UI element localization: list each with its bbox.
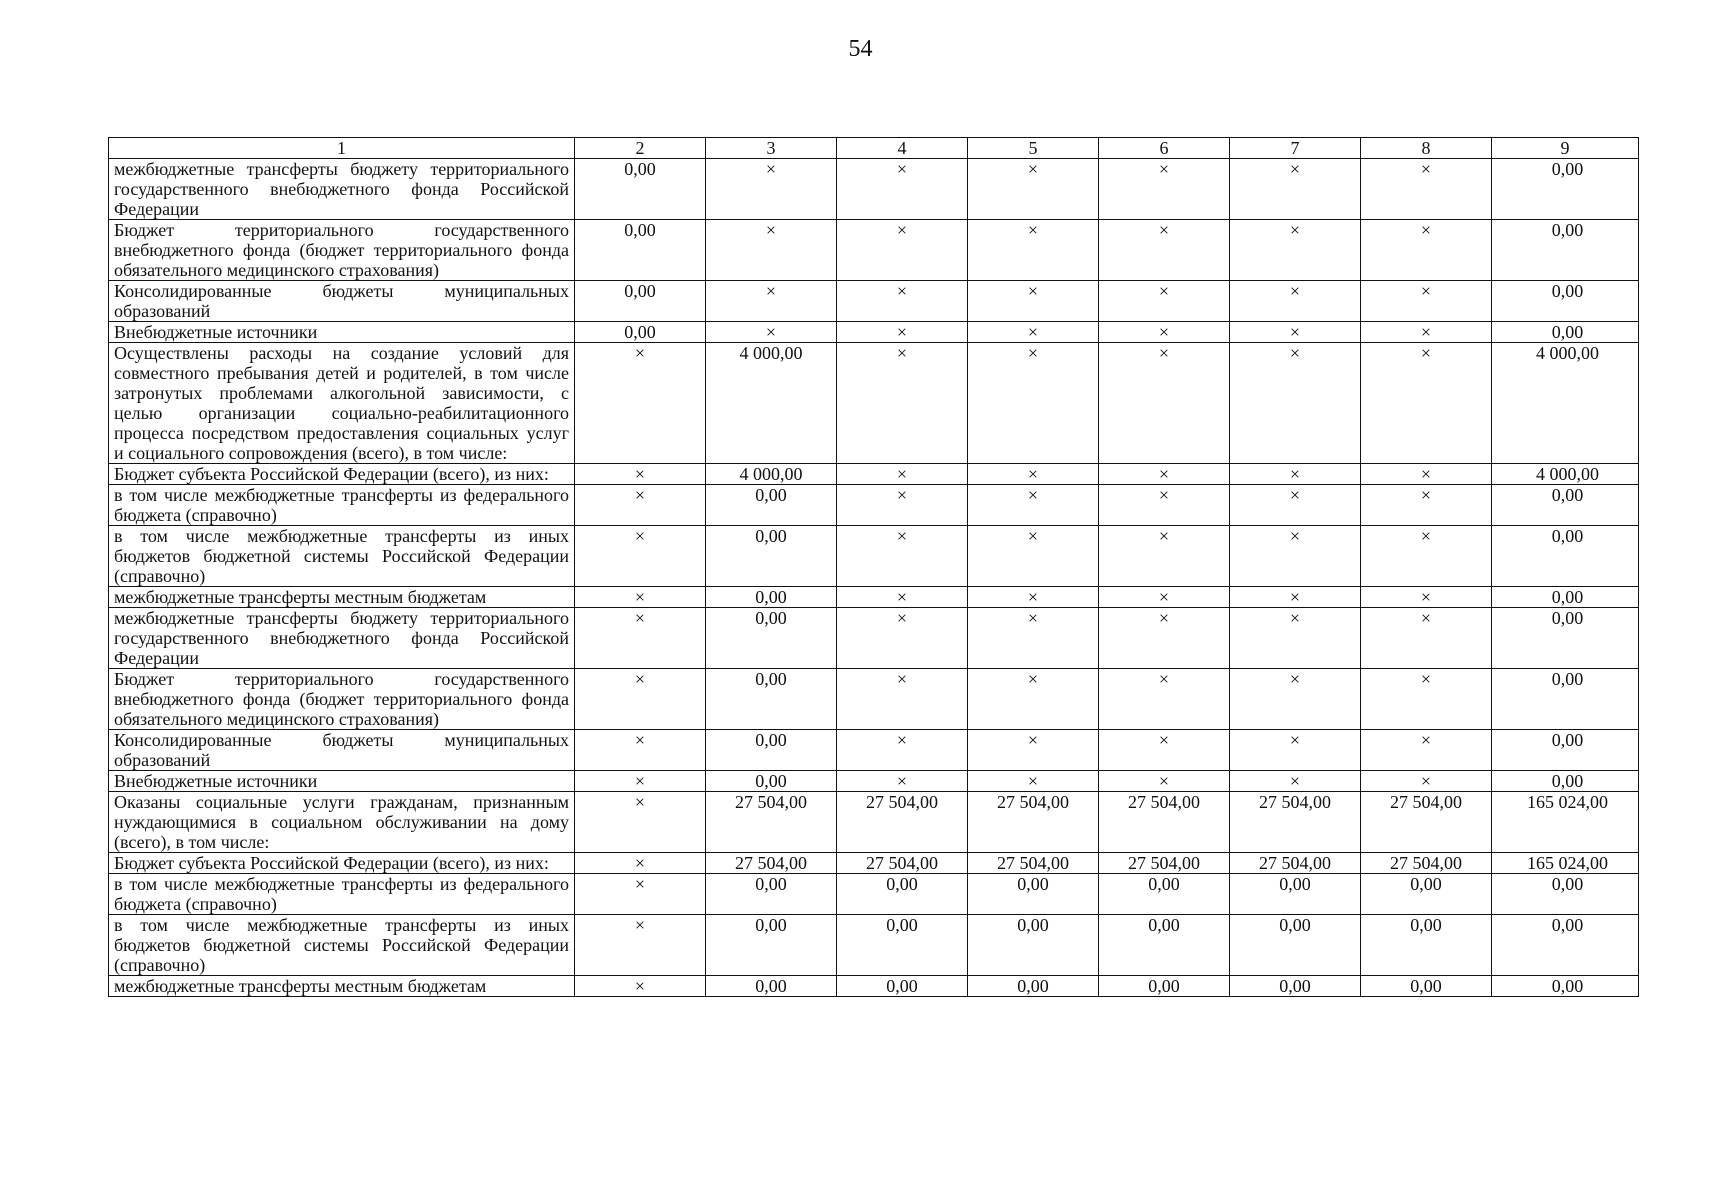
value-cell: 0,00: [1099, 874, 1230, 915]
value-cell: ×: [1361, 485, 1492, 526]
value-cell: ×: [1361, 322, 1492, 343]
value-cell: ×: [1361, 771, 1492, 792]
value-cell: ×: [575, 730, 706, 771]
table-row: [109, 771, 1639, 792]
column-header: 3: [706, 138, 837, 159]
table-row: [109, 343, 1639, 464]
table-body: [109, 159, 1639, 997]
value-cell: 0,00: [575, 281, 706, 322]
table-row: [109, 526, 1639, 587]
value-cell: ×: [1361, 669, 1492, 730]
value-cell: ×: [1230, 464, 1361, 485]
value-cell: ×: [837, 608, 968, 669]
value-cell: 0,00: [1492, 526, 1639, 587]
row-label: межбюджетные трансферты местным бюджетам: [109, 587, 575, 608]
row-label: в том числе межбюджетные трансферты из федерального бюджета (справочно): [109, 485, 575, 526]
value-cell: ×: [968, 220, 1099, 281]
value-cell: ×: [1230, 730, 1361, 771]
value-cell: ×: [575, 792, 706, 853]
value-cell: ×: [575, 853, 706, 874]
page-number: 54: [848, 36, 873, 62]
value-cell: 0,00: [1492, 771, 1639, 792]
table-row: [109, 220, 1639, 281]
row-label: Оказаны социальные услуги гражданам, признанным нуждающимися в социальном обслуживании на дому (всего), в том числе:: [109, 792, 575, 853]
value-cell: 0,00: [706, 587, 837, 608]
value-cell: ×: [968, 322, 1099, 343]
value-cell: 0,00: [1099, 976, 1230, 997]
row-label: межбюджетные трансферты бюджету территориального государственного внебюджетного фонда Российской Федерации: [109, 159, 575, 220]
value-cell: 4 000,00: [1492, 343, 1639, 464]
value-cell: ×: [1099, 669, 1230, 730]
value-cell: ×: [1230, 608, 1361, 669]
value-cell: ×: [1099, 587, 1230, 608]
value-cell: ×: [968, 464, 1099, 485]
value-cell: ×: [968, 730, 1099, 771]
value-cell: ×: [1099, 343, 1230, 464]
value-cell: ×: [968, 669, 1099, 730]
value-cell: 0,00: [706, 915, 837, 976]
row-label: в том числе межбюджетные трансферты из иных бюджетов бюджетной системы Российской Федерации (справочно): [109, 526, 575, 587]
value-cell: ×: [1230, 485, 1361, 526]
value-cell: 0,00: [1492, 608, 1639, 669]
value-cell: ×: [968, 587, 1099, 608]
column-number-row: [109, 138, 1639, 159]
value-cell: 27 504,00: [968, 792, 1099, 853]
value-cell: 0,00: [706, 976, 837, 997]
value-cell: 27 504,00: [1361, 792, 1492, 853]
value-cell: ×: [968, 771, 1099, 792]
value-cell: ×: [1230, 220, 1361, 281]
value-cell: 4 000,00: [706, 464, 837, 485]
value-cell: ×: [837, 730, 968, 771]
value-cell: 0,00: [1230, 976, 1361, 997]
value-cell: ×: [1361, 343, 1492, 464]
table-row: [109, 587, 1639, 608]
value-cell: ×: [1361, 220, 1492, 281]
column-header: 5: [968, 138, 1099, 159]
row-label: Внебюджетные источники: [109, 322, 575, 343]
value-cell: 0,00: [1492, 587, 1639, 608]
table-row: [109, 485, 1639, 526]
value-cell: ×: [706, 281, 837, 322]
value-cell: ×: [968, 343, 1099, 464]
value-cell: ×: [837, 159, 968, 220]
value-cell: 4 000,00: [706, 343, 837, 464]
value-cell: 4 000,00: [1492, 464, 1639, 485]
table-row: [109, 281, 1639, 322]
row-label: межбюджетные трансферты местным бюджетам: [109, 976, 575, 997]
value-cell: ×: [837, 220, 968, 281]
value-cell: ×: [1361, 608, 1492, 669]
table-row: [109, 792, 1639, 853]
value-cell: 0,00: [837, 976, 968, 997]
value-cell: ×: [968, 608, 1099, 669]
value-cell: ×: [1361, 281, 1492, 322]
value-cell: 0,00: [1492, 485, 1639, 526]
table-row: [109, 464, 1639, 485]
value-cell: 27 504,00: [1099, 792, 1230, 853]
value-cell: ×: [575, 587, 706, 608]
row-label: Бюджет территориального государственного внебюджетного фонда (бюджет территориального фонда обязательного медицинского страхования): [109, 669, 575, 730]
table-row: [109, 915, 1639, 976]
row-label: межбюджетные трансферты бюджету территориального государственного внебюджетного фонда Российской Федерации: [109, 608, 575, 669]
value-cell: 0,00: [706, 730, 837, 771]
row-label: в том числе межбюджетные трансферты из иных бюджетов бюджетной системы Российской Федерации (справочно): [109, 915, 575, 976]
value-cell: 0,00: [706, 771, 837, 792]
value-cell: 27 504,00: [706, 792, 837, 853]
value-cell: 0,00: [575, 159, 706, 220]
value-cell: ×: [1099, 220, 1230, 281]
value-cell: 0,00: [1361, 915, 1492, 976]
value-cell: 27 504,00: [837, 792, 968, 853]
value-cell: ×: [575, 464, 706, 485]
value-cell: 165 024,00: [1492, 853, 1639, 874]
value-cell: 0,00: [1492, 322, 1639, 343]
value-cell: 27 504,00: [837, 853, 968, 874]
value-cell: 0,00: [706, 874, 837, 915]
value-cell: 0,00: [1492, 669, 1639, 730]
value-cell: ×: [1099, 526, 1230, 587]
value-cell: 27 504,00: [1230, 853, 1361, 874]
value-cell: 0,00: [1492, 915, 1639, 976]
table-row: [109, 159, 1639, 220]
budget-table: [108, 137, 1639, 997]
value-cell: ×: [1230, 281, 1361, 322]
column-header: 6: [1099, 138, 1230, 159]
value-cell: ×: [575, 874, 706, 915]
value-cell: 0,00: [1492, 976, 1639, 997]
value-cell: 0,00: [1492, 874, 1639, 915]
value-cell: ×: [575, 771, 706, 792]
value-cell: 0,00: [1492, 159, 1639, 220]
value-cell: ×: [1230, 587, 1361, 608]
value-cell: ×: [837, 771, 968, 792]
value-cell: ×: [1099, 322, 1230, 343]
value-cell: ×: [1361, 587, 1492, 608]
value-cell: 0,00: [706, 485, 837, 526]
value-cell: 0,00: [1230, 874, 1361, 915]
row-label: Бюджет субъекта Российской Федерации (всего), из них:: [109, 853, 575, 874]
value-cell: ×: [837, 587, 968, 608]
value-cell: ×: [706, 159, 837, 220]
row-label: Консолидированные бюджеты муниципальных образований: [109, 281, 575, 322]
value-cell: 27 504,00: [968, 853, 1099, 874]
value-cell: ×: [575, 669, 706, 730]
value-cell: ×: [575, 608, 706, 669]
value-cell: ×: [1230, 669, 1361, 730]
value-cell: 0,00: [706, 608, 837, 669]
value-cell: 0,00: [1361, 874, 1492, 915]
value-cell: 27 504,00: [1099, 853, 1230, 874]
value-cell: ×: [1361, 464, 1492, 485]
value-cell: ×: [1361, 730, 1492, 771]
row-label: Бюджет субъекта Российской Федерации (всего), из них:: [109, 464, 575, 485]
column-header: 2: [575, 138, 706, 159]
value-cell: ×: [1230, 159, 1361, 220]
column-header: 7: [1230, 138, 1361, 159]
column-header: 8: [1361, 138, 1492, 159]
column-header: 1: [109, 138, 575, 159]
value-cell: ×: [837, 281, 968, 322]
value-cell: 0,00: [706, 669, 837, 730]
column-header: 4: [837, 138, 968, 159]
value-cell: ×: [968, 281, 1099, 322]
value-cell: ×: [1361, 159, 1492, 220]
value-cell: ×: [968, 526, 1099, 587]
value-cell: ×: [1099, 485, 1230, 526]
row-label: Внебюджетные источники: [109, 771, 575, 792]
value-cell: ×: [1230, 322, 1361, 343]
table-row: [109, 669, 1639, 730]
value-cell: ×: [837, 322, 968, 343]
column-header: 9: [1492, 138, 1639, 159]
value-cell: 0,00: [1492, 730, 1639, 771]
value-cell: 0,00: [575, 322, 706, 343]
value-cell: ×: [1099, 159, 1230, 220]
value-cell: 0,00: [1230, 915, 1361, 976]
value-cell: ×: [1230, 343, 1361, 464]
value-cell: 0,00: [968, 976, 1099, 997]
value-cell: ×: [837, 343, 968, 464]
value-cell: ×: [837, 669, 968, 730]
value-cell: ×: [1099, 464, 1230, 485]
value-cell: ×: [968, 159, 1099, 220]
table-row: [109, 874, 1639, 915]
value-cell: 0,00: [968, 915, 1099, 976]
value-cell: ×: [1361, 526, 1492, 587]
value-cell: 27 504,00: [1230, 792, 1361, 853]
value-cell: ×: [1099, 730, 1230, 771]
value-cell: ×: [575, 915, 706, 976]
value-cell: 0,00: [575, 220, 706, 281]
value-cell: ×: [575, 526, 706, 587]
value-cell: ×: [575, 485, 706, 526]
row-label: Осуществлены расходы на создание условий для совместного пребывания детей и родителей, в том числе затронутых проблемами алкогольной зависимости, с целью организации социально-реабилитационного процесса посредством предоставления социальных услуг и социального сопровождения (всего), в том числе:: [109, 343, 575, 464]
value-cell: 27 504,00: [706, 853, 837, 874]
value-cell: 0,00: [968, 874, 1099, 915]
value-cell: 0,00: [706, 526, 837, 587]
value-cell: ×: [1099, 281, 1230, 322]
value-cell: ×: [837, 485, 968, 526]
value-cell: ×: [837, 464, 968, 485]
value-cell: ×: [1099, 608, 1230, 669]
value-cell: ×: [837, 526, 968, 587]
value-cell: 0,00: [1492, 220, 1639, 281]
value-cell: 0,00: [1361, 976, 1492, 997]
value-cell: ×: [575, 343, 706, 464]
value-cell: ×: [1230, 526, 1361, 587]
value-cell: 0,00: [837, 874, 968, 915]
value-cell: ×: [575, 976, 706, 997]
value-cell: 0,00: [837, 915, 968, 976]
row-label: в том числе межбюджетные трансферты из федерального бюджета (справочно): [109, 874, 575, 915]
value-cell: ×: [968, 485, 1099, 526]
table-row: [109, 976, 1639, 997]
value-cell: 0,00: [1099, 915, 1230, 976]
row-label: Бюджет территориального государственного внебюджетного фонда (бюджет территориального фонда обязательного медицинского страхования): [109, 220, 575, 281]
value-cell: ×: [1230, 771, 1361, 792]
value-cell: ×: [1099, 771, 1230, 792]
table-row: [109, 853, 1639, 874]
table-row: [109, 608, 1639, 669]
row-label: Консолидированные бюджеты муниципальных образований: [109, 730, 575, 771]
table-row: [109, 322, 1639, 343]
value-cell: 165 024,00: [1492, 792, 1639, 853]
value-cell: 0,00: [1492, 281, 1639, 322]
value-cell: ×: [706, 220, 837, 281]
value-cell: 27 504,00: [1361, 853, 1492, 874]
table-row: [109, 730, 1639, 771]
value-cell: ×: [706, 322, 837, 343]
